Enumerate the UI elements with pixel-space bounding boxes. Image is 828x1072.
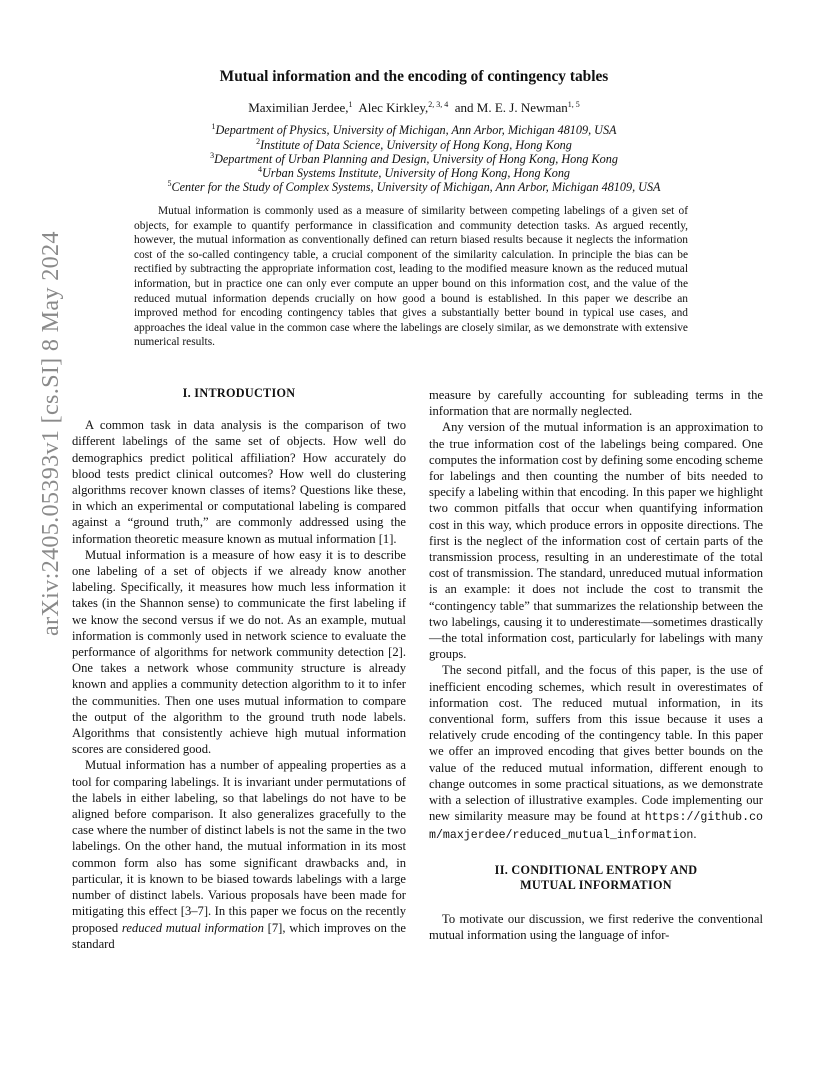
affiliation bbox=[0, 138, 828, 153]
affiliation bbox=[0, 180, 828, 195]
paragraph: To motivate our discussion, we first rederive the conventional mutual information using the language of infor- bbox=[429, 911, 763, 942]
affiliation-number: 5 bbox=[167, 179, 172, 188]
right-column bbox=[429, 387, 763, 943]
affiliation-number: 2 bbox=[256, 137, 261, 146]
author-affiliation-mark: 2, 3, 4 bbox=[428, 100, 449, 109]
paper-title: Mutual information and the encoding of contingency tables bbox=[219, 68, 609, 85]
affiliation bbox=[0, 152, 828, 167]
code-repository-link[interactable]: https://github.com/maxjerdee/reduced_mutual_information bbox=[429, 811, 763, 843]
paragraph-text: The second pitfall, and the focus of this paper, is the use of inefficient encoding schemes, which result in overestimates of information cost. The reduced mutual information, in its conventional form, suffers from this issue because it uses a relatively crude encoding of the contingency table. In this paper we offer an improved encoding that gives better bounds on the value of the reduced mutual information, different enough to change outcomes in some practical situations, as we demonstrate with a selection of illustrative examples. Code implementing our new similarity measure may be found at bbox=[429, 663, 763, 824]
author-name: Alec Kirkley, bbox=[358, 100, 429, 115]
section-heading-line: II. CONDITIONAL ENTROPY AND bbox=[494, 862, 698, 877]
paragraph-text: Mutual information has a number of appealing properties as a tool for comparing labelings. It is invariant under permutations of the labels in either labeling, so that labelings do not have to be aligned before comparison. It also generalizes gracefully to the case where the number of distinct labels is not the same in the two labelings. On the other hand, the mutual information in its most common form also has some significant drawbacks and, in particular, it is known to be biased towards labelings with a large number of distinct labels. Various proposals have been made for mitigating this effect [3–7]. In this paper we focus on the recently proposed bbox=[72, 758, 406, 935]
affiliation-text: Department of Urban Planning and Design, University of Hong Kong, Hong Kong bbox=[214, 152, 618, 166]
affiliation-text: Institute of Data Science, University of Hong Kong, Hong Kong bbox=[260, 138, 572, 152]
emphasized-term: reduced mutual information bbox=[121, 920, 264, 935]
left-column bbox=[72, 385, 406, 952]
paragraph: measure by carefully accounting for subleading terms in the information that are normally neglected. bbox=[429, 388, 763, 419]
author-affiliation-mark: 1, 5 bbox=[567, 100, 580, 109]
section-heading: I. INTRODUCTION bbox=[182, 386, 296, 400]
arxiv-identifier[interactable]: arXiv:2405.05393v1 [cs.SI] 8 May 2024 bbox=[37, 231, 64, 636]
paragraph-text: . bbox=[693, 827, 697, 842]
author-list bbox=[0, 100, 828, 116]
author-name: M. E. J. Newman bbox=[476, 100, 568, 115]
paragraph bbox=[72, 757, 406, 951]
affiliation-text: Department of Physics, University of Michigan, Ann Arbor, Michigan 48109, USA bbox=[215, 123, 617, 137]
author-name: Maximilian Jerdee, bbox=[248, 100, 349, 115]
abstract-text: Mutual information is commonly used as a measure of similarity between competing labelings of a given set of objects, for example to quantify performance in classification and community detection tasks. As argued recently, however, the mutual information as conventionally defined can return biased results because it neglects the information cost of the so-called contingency table, a crucial component of the similarity calculation. In principle the bias can be rectified by subtracting the appropriate information cost, leading to the modified measure known as the reduced mutual information, but in practice one can only ever compute an upper bound on this information cost, and the value of the reduced mutual information depends crucially on how good a bound is established. In this paper we describe an improved method for encoding contingency tables that gives a substantially better bound in typical use cases, and approaches the ideal value in the common case where the labelings are closely similar, as we demonstrate with extensive numerical results. bbox=[134, 205, 688, 349]
author-conjunction: and bbox=[454, 100, 474, 115]
affiliation-number: 4 bbox=[257, 165, 262, 174]
paragraph-text: [7], which improves on the standard bbox=[72, 920, 406, 951]
affiliation-number: 3 bbox=[210, 151, 215, 160]
affiliation-number: 1 bbox=[211, 122, 216, 131]
section-heading bbox=[429, 863, 763, 893]
section-heading-line: MUTUAL INFORMATION bbox=[520, 877, 672, 892]
paragraph: Mutual information is a measure of how easy it is to describe one labeling of a set of objects if we already know another labeling. Specifically, it measures how much less information it takes (in the Shannon sense) to communicate the first labeling if we know the second versus if we do not. As an example, mutual information is commonly used in network science to evaluate the performance of algorithms for network community detection [2]. One takes a network whose community structure is already known and applies a community detection algorithm to it to infer the communities. Then one uses mutual information to compare the output of the algorithm to the ground truth node labels. Algorithms that consistently achieve high mutual information scores are considered good. bbox=[72, 547, 406, 757]
paragraph bbox=[429, 662, 763, 844]
abstract bbox=[134, 204, 688, 350]
author-affiliation-mark: 1 bbox=[348, 100, 353, 109]
paragraph: Any version of the mutual information is an approximation to the true information cost of the labelings being compared. One computes the information cost by defining some encoding scheme for labelings and then counting the number of bits needed to specify a labeling within that encoding. In this paper we highlight two common pitfalls that occur when quantifying information cost in this way, which produce errors in opposite directions. The first is the neglect of the information cost of certain parts of the transmission process, resulting in an underestimate of the total cost of transmission. The standard, unreduced mutual information is an example: it does not include the cost to transmit the “contingency table” that summarizes the relationship between the two labelings, causing it to underestimate—sometimes drastically—the total information cost, particularly for labelings with many groups. bbox=[429, 420, 763, 662]
affiliation bbox=[0, 166, 828, 181]
affiliation-text: Center for the Study of Complex Systems, University of Michigan, Ann Arbor, Michigan 48109, USA bbox=[171, 180, 661, 194]
affiliation bbox=[0, 123, 828, 138]
affiliation-text: Urban Systems Institute, University of Hong Kong, Hong Kong bbox=[261, 166, 571, 180]
paragraph: A common task in data analysis is the comparison of two different labelings of the same set of objects. How well do demographics predict political affiliation? How accurately do blood tests predict clinical outcomes? How well do clustering algorithms recover known classes of items? Questions like these, in which an experimental or computational labeling is compared against a “ground truth,” are commonly addressed using the information theoretic measure known as mutual information [1]. bbox=[72, 418, 406, 546]
